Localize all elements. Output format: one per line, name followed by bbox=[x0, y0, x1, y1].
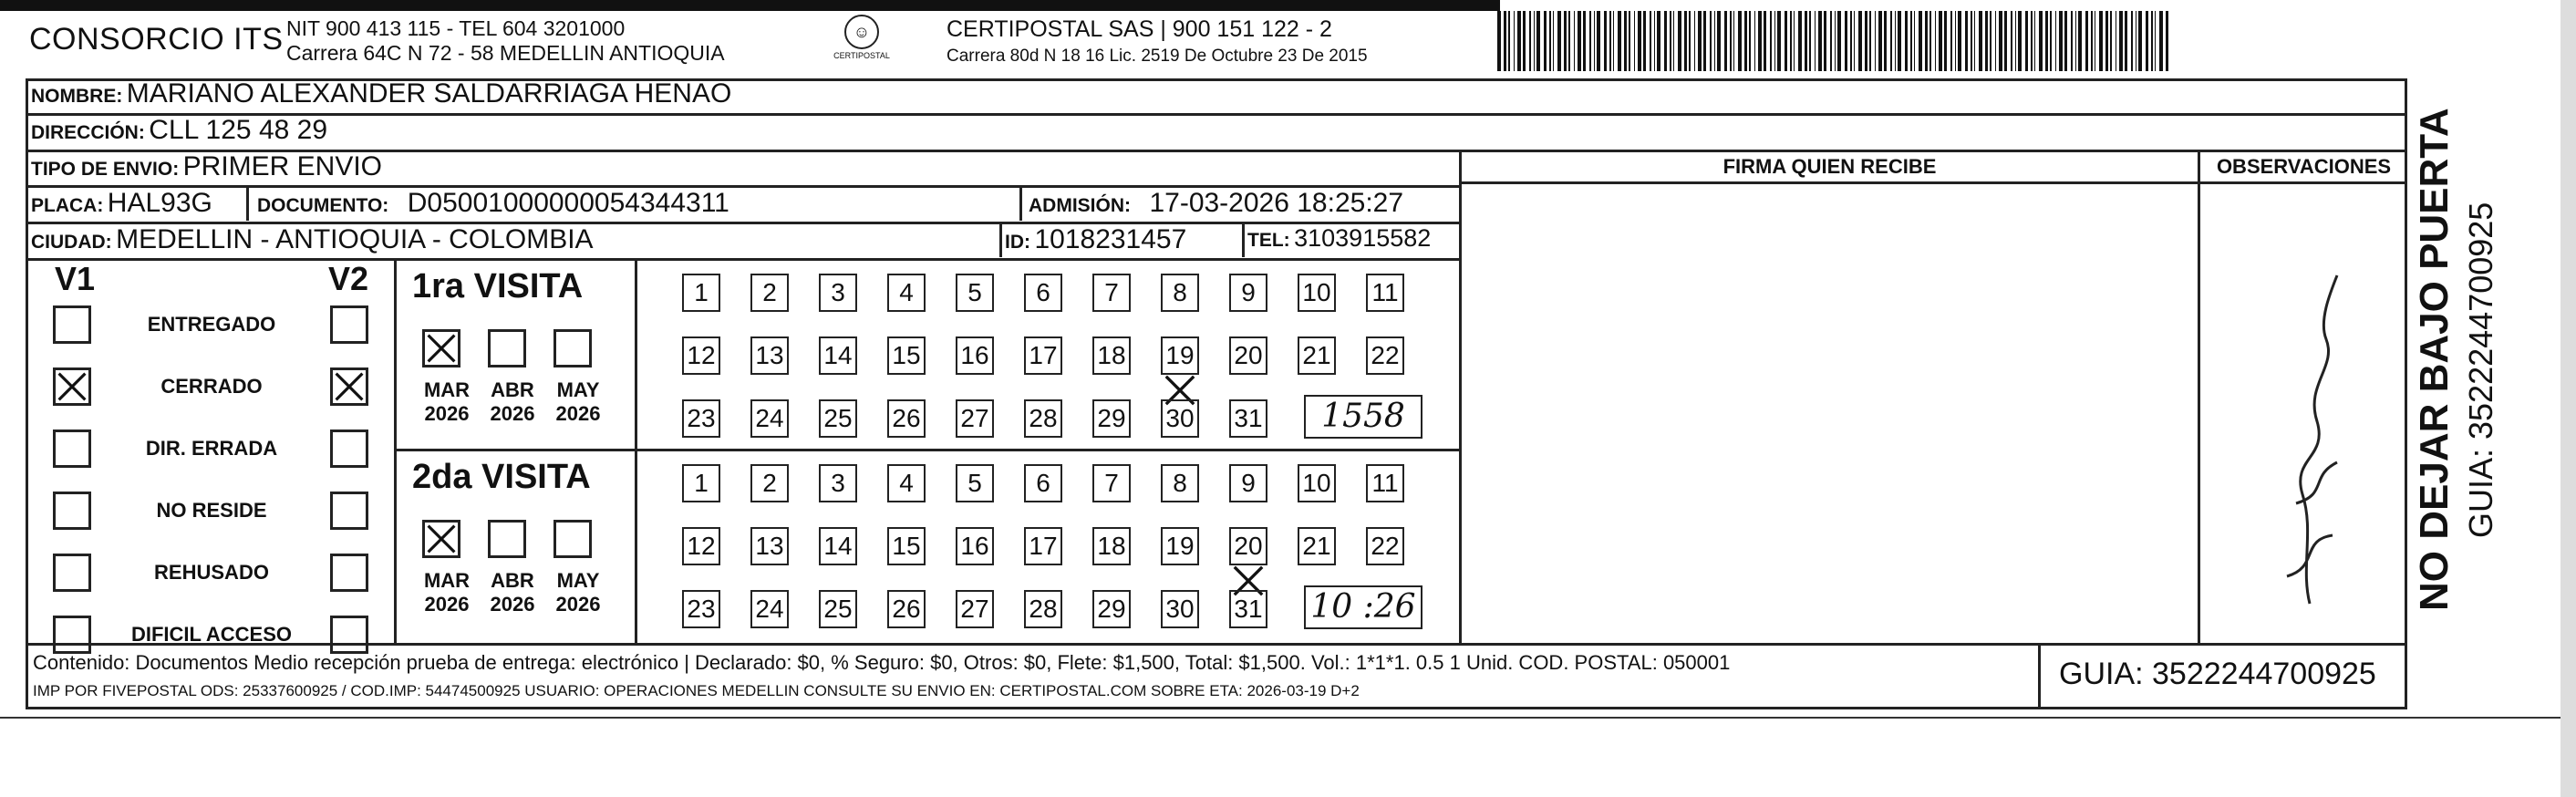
day-box[interactable]: 6 bbox=[1024, 274, 1062, 312]
v2-checkbox[interactable] bbox=[330, 430, 368, 468]
placa-label: PLACA: bbox=[31, 195, 104, 216]
day-box[interactable]: 10 bbox=[1298, 274, 1336, 312]
v2-checkbox[interactable] bbox=[330, 305, 368, 344]
month-checkbox[interactable] bbox=[488, 329, 526, 367]
day-box[interactable]: 20 bbox=[1229, 336, 1267, 375]
day-box[interactable]: 15 bbox=[887, 336, 926, 375]
day-box[interactable]: 18 bbox=[1092, 336, 1131, 375]
address-line: Carrera 64C N 72 - 58 MEDELLIN ANTIOQUIA bbox=[286, 41, 725, 65]
v2-header: V2 bbox=[328, 260, 369, 297]
day-box[interactable]: 21 bbox=[1298, 527, 1336, 565]
month-checkbox[interactable] bbox=[422, 520, 460, 558]
day-box[interactable]: 22 bbox=[1366, 336, 1404, 375]
company-info bbox=[286, 16, 725, 66]
day-box[interactable]: 4 bbox=[887, 464, 926, 502]
contenido-line: Contenido: Documentos Medio recepción prueba de entrega: electrónico | Declarado: $0, % Seguro: $0, Otros: $0, Flete: $1,500, Total: $1,500. Vol.: 1*1*1. 0.5 1 Unid. COD. POSTAL: 050001 bbox=[33, 651, 1731, 674]
day-box[interactable]: 13 bbox=[750, 527, 789, 565]
v2-checkbox[interactable] bbox=[330, 492, 368, 530]
v2-checkbox[interactable] bbox=[330, 616, 368, 654]
day-box[interactable]: 4 bbox=[887, 274, 926, 312]
tel-label: TEL: bbox=[1247, 230, 1290, 251]
carrier-info bbox=[947, 16, 1368, 67]
admision-label: ADMISIÓN: bbox=[1029, 195, 1131, 216]
id-label: ID: bbox=[1005, 232, 1030, 253]
month-label: MAR 2026 bbox=[423, 569, 471, 616]
day-box[interactable]: 23 bbox=[682, 399, 720, 438]
day-box[interactable]: 5 bbox=[956, 274, 994, 312]
v1-checkbox[interactable] bbox=[53, 492, 91, 530]
nit-line: NIT 900 413 115 - TEL 604 3201000 bbox=[286, 16, 626, 40]
placa-value: HAL93G bbox=[107, 188, 212, 218]
month-checkbox[interactable] bbox=[488, 520, 526, 558]
direccion-label: DIRECCIÓN: bbox=[31, 122, 145, 143]
visit-time: 1558 bbox=[1304, 395, 1422, 439]
id-cell bbox=[1005, 224, 1186, 255]
day-box[interactable]: 23 bbox=[682, 590, 720, 628]
tipo-value: PRIMER ENVIO bbox=[182, 151, 383, 181]
signature-area[interactable] bbox=[1462, 184, 2198, 643]
day-box[interactable]: 30 bbox=[1161, 399, 1199, 438]
documento-value: D05001000000054344311 bbox=[407, 188, 729, 218]
barcode-icon bbox=[1495, 11, 2175, 71]
carrier-logo bbox=[821, 15, 903, 69]
day-box[interactable]: 8 bbox=[1161, 274, 1199, 312]
day-box[interactable]: 10 bbox=[1298, 464, 1336, 502]
month-label: MAY 2026 bbox=[555, 569, 601, 616]
day-box[interactable]: 8 bbox=[1161, 464, 1199, 502]
firma-header: FIRMA QUIEN RECIBE bbox=[1723, 155, 1937, 178]
status-label: NO RESIDE bbox=[156, 499, 267, 522]
side-guia: GUIA: 3522244700925 bbox=[2462, 202, 2499, 538]
day-box[interactable]: 11 bbox=[1366, 464, 1404, 502]
ciudad-value: MEDELLIN - ANTIOQUIA - COLOMBIA bbox=[116, 224, 594, 254]
day-box[interactable]: 11 bbox=[1366, 274, 1404, 312]
month-checkbox[interactable] bbox=[553, 329, 592, 367]
day-box[interactable]: 29 bbox=[1092, 590, 1131, 628]
day-box[interactable]: 2 bbox=[750, 274, 789, 312]
carrier-logo-icon: ☺ bbox=[844, 15, 879, 49]
month-checkbox[interactable] bbox=[553, 520, 592, 558]
nombre-value: MARIANO ALEXANDER SALDARRIAGA HENAO bbox=[126, 78, 732, 109]
admision-value: 17-03-2026 18:25:27 bbox=[1149, 188, 1404, 218]
day-box[interactable]: 18 bbox=[1092, 527, 1131, 565]
status-label: DIR. ERRADA bbox=[145, 437, 278, 460]
month-label: ABR 2026 bbox=[490, 378, 535, 425]
day-box[interactable]: 26 bbox=[887, 590, 926, 628]
day-box[interactable]: 24 bbox=[750, 399, 789, 438]
placa-cell bbox=[31, 188, 212, 219]
day-box[interactable]: 21 bbox=[1298, 336, 1336, 375]
carrier-address: Carrera 80d N 18 16 Lic. 2519 De Octubre 23 De 2015 bbox=[947, 47, 1368, 66]
tipo-label: TIPO DE ENVIO: bbox=[31, 159, 180, 180]
day-box[interactable]: 22 bbox=[1366, 527, 1404, 565]
day-box[interactable]: 27 bbox=[956, 590, 994, 628]
page-edge bbox=[2560, 0, 2576, 797]
day-box[interactable]: 14 bbox=[819, 336, 857, 375]
visit-title: 2da VISITA bbox=[412, 458, 591, 496]
day-box[interactable]: 9 bbox=[1229, 274, 1267, 312]
day-box[interactable]: 25 bbox=[819, 399, 857, 438]
month-label: MAY 2026 bbox=[555, 378, 601, 425]
day-box[interactable]: 13 bbox=[750, 336, 789, 375]
day-box[interactable]: 26 bbox=[887, 399, 926, 438]
day-box[interactable]: 5 bbox=[956, 464, 994, 502]
day-box[interactable]: 25 bbox=[819, 590, 857, 628]
ciudad-label: CIUDAD: bbox=[31, 232, 112, 253]
v1-checkbox[interactable] bbox=[53, 305, 91, 344]
day-box[interactable]: 17 bbox=[1024, 336, 1062, 375]
status-label: CERRADO bbox=[160, 375, 263, 398]
v1-checkbox[interactable] bbox=[53, 430, 91, 468]
imp-line: IMP POR FIVEPOSTAL ODS: 25337600925 / COD.IMP: 54474500925 USUARIO: OPERACIONES MEDELLIN CONSULTE SU ENVIO EN: CERTIPOSTAL.COM SOBRE ETA: 2026-03-19 D+2 bbox=[33, 682, 1360, 699]
day-box[interactable]: 20 bbox=[1229, 527, 1267, 565]
tipo-row bbox=[31, 151, 382, 182]
signature-scribble-icon bbox=[2200, 184, 2407, 643]
tel-value: 3103915582 bbox=[1294, 224, 1432, 252]
direccion-value: CLL 125 48 29 bbox=[149, 115, 328, 145]
day-box[interactable]: 29 bbox=[1092, 399, 1131, 438]
status-label: DIFICIL ACCESO bbox=[130, 623, 292, 646]
brand-name: CONSORCIO ITS bbox=[29, 22, 284, 57]
day-box[interactable]: 1 bbox=[682, 464, 720, 502]
month-label: ABR 2026 bbox=[490, 569, 535, 616]
day-box[interactable]: 1 bbox=[682, 274, 720, 312]
day-box[interactable]: 9 bbox=[1229, 464, 1267, 502]
day-box[interactable]: 31 bbox=[1229, 399, 1267, 438]
day-box[interactable]: 24 bbox=[750, 590, 789, 628]
month-label: MAR 2026 bbox=[423, 378, 471, 425]
documento-cell bbox=[257, 188, 729, 219]
day-box[interactable]: 7 bbox=[1092, 274, 1131, 312]
carrier-logo-text: CERTIPOSTAL bbox=[833, 51, 890, 60]
day-box[interactable]: 12 bbox=[682, 336, 720, 375]
day-box[interactable]: 30 bbox=[1161, 590, 1199, 628]
day-box[interactable]: 15 bbox=[887, 527, 926, 565]
visit-title: 1ra VISITA bbox=[412, 267, 584, 305]
day-box[interactable]: 28 bbox=[1024, 399, 1062, 438]
observaciones-header: OBSERVACIONES bbox=[2216, 155, 2392, 178]
id-value: 1018231457 bbox=[1034, 224, 1187, 254]
day-box[interactable]: 16 bbox=[956, 527, 994, 565]
nombre-row bbox=[31, 78, 731, 109]
nombre-label: NOMBRE: bbox=[31, 86, 123, 107]
day-box[interactable]: 17 bbox=[1024, 527, 1062, 565]
documento-label: DOCUMENTO: bbox=[257, 195, 389, 216]
v1-checkbox[interactable] bbox=[53, 554, 91, 592]
v2-checkbox[interactable] bbox=[330, 367, 368, 406]
v1-checkbox[interactable] bbox=[53, 367, 91, 406]
ciudad-cell bbox=[31, 224, 594, 255]
day-box[interactable]: 28 bbox=[1024, 590, 1062, 628]
direccion-row bbox=[31, 115, 327, 146]
status-label: ENTREGADO bbox=[147, 313, 276, 336]
status-label: REHUSADO bbox=[154, 561, 269, 584]
day-box[interactable]: 16 bbox=[956, 336, 994, 375]
bottom-divider bbox=[0, 717, 2560, 719]
day-box[interactable]: 31 bbox=[1229, 590, 1267, 628]
v1-header: V1 bbox=[55, 260, 96, 297]
day-box[interactable]: 3 bbox=[819, 464, 857, 502]
day-box[interactable]: 7 bbox=[1092, 464, 1131, 502]
day-box[interactable]: 19 bbox=[1161, 336, 1199, 375]
day-box[interactable]: 3 bbox=[819, 274, 857, 312]
admision-cell bbox=[1029, 188, 1403, 219]
day-box[interactable]: 19 bbox=[1161, 527, 1199, 565]
tel-cell bbox=[1247, 224, 1431, 253]
v1-checkbox[interactable] bbox=[53, 616, 91, 654]
day-box[interactable]: 14 bbox=[819, 527, 857, 565]
visit-time: 10 :26 bbox=[1304, 585, 1422, 629]
observaciones-area[interactable] bbox=[2200, 184, 2407, 643]
month-checkbox[interactable] bbox=[422, 329, 460, 367]
guia-footer: GUIA: 3522244700925 bbox=[2059, 657, 2376, 691]
v2-checkbox[interactable] bbox=[330, 554, 368, 592]
top-bar bbox=[0, 0, 1500, 11]
side-warning: NO DEJAR BAJO PUERTA bbox=[2412, 108, 2457, 611]
day-box[interactable]: 6 bbox=[1024, 464, 1062, 502]
carrier-name: CERTIPOSTAL SAS | 900 151 122 - 2 bbox=[947, 16, 1332, 42]
day-box[interactable]: 12 bbox=[682, 527, 720, 565]
day-box[interactable]: 27 bbox=[956, 399, 994, 438]
day-box[interactable]: 2 bbox=[750, 464, 789, 502]
